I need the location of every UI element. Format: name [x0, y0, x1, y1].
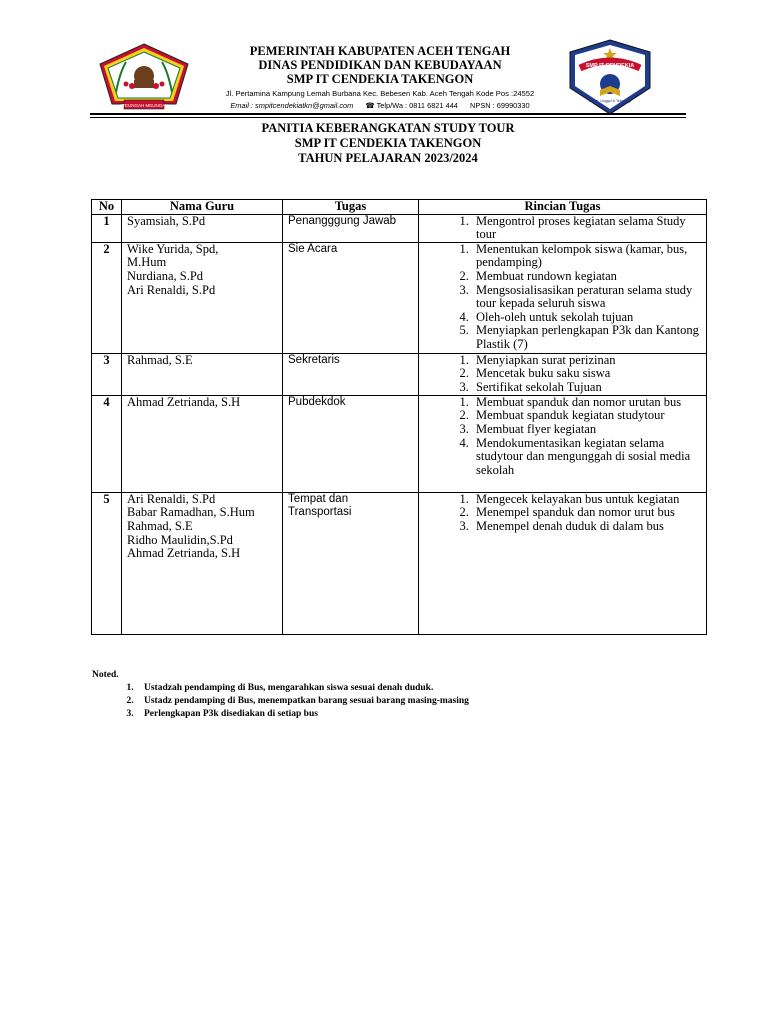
teacher-name: Nurdiana, S.Pd	[127, 268, 204, 283]
task-role: Sekretaris	[283, 353, 419, 395]
task-detail-item: 1. Mengontrol proses kegiatan selama Study tour	[472, 215, 701, 242]
letterhead	[196, 44, 564, 112]
task-detail-item: 2. Membuat spanduk kegiatan studytour	[472, 409, 701, 423]
letterhead-rule-thick	[90, 113, 686, 115]
letterhead-address: Jl. Pertamina Kampung Lemah Burbana Kec. Bebesen Kab. Aceh Tengah Kode Pos :24552	[225, 89, 535, 98]
teacher-name: Ridho Maulidin,S.Pd	[127, 532, 233, 547]
notes-heading: Noted.	[92, 670, 119, 680]
letterhead-phone: Telp/Wa : 0811 6821 444	[376, 101, 458, 110]
notes-section	[92, 669, 469, 721]
teacher-names	[122, 353, 283, 395]
title-line-1: PANITIA KEBERANGKATAN STUDY TOUR	[261, 121, 515, 135]
task-details	[419, 492, 707, 634]
document-title	[90, 121, 686, 166]
title-line-2: SMP IT CENDEKIA TAKENGON	[294, 136, 482, 150]
teacher-name: Ari Renaldi, S.Pd	[127, 282, 216, 297]
notes-list	[92, 682, 469, 721]
task-detail-list	[424, 493, 701, 534]
task-detail-item: 1. Membuat spanduk dan nomor urutan bus	[472, 396, 701, 410]
table-header-row	[92, 200, 707, 215]
task-detail-item: 3. Mengsosialisasikan peraturan selama study tour kepada seluruh siswa	[472, 284, 701, 311]
task-details	[419, 242, 707, 353]
phone-icon: ☎	[365, 101, 375, 110]
task-detail-item: 1. Menentukan kelompok siswa (kamar, bus, pendamping)	[472, 243, 701, 270]
letterhead-rule-thin	[90, 117, 686, 118]
table-row	[92, 395, 707, 492]
letterhead-line-2: DINAS PENDIDIKAN DAN KEBUDAYAAN	[258, 58, 502, 72]
task-details	[419, 214, 707, 242]
teacher-names	[122, 492, 283, 634]
table-row	[92, 214, 707, 242]
letterhead-npsn: NPSN : 69990330	[470, 101, 530, 110]
task-detail-item: 1. Menyiapkan surat perizinan	[472, 354, 701, 368]
teacher-names	[122, 242, 283, 353]
teacher-name: Wike Yurida, Spd,	[127, 241, 219, 256]
task-detail-item: 1. Mengecek kelayakan bus untuk kegiatan	[472, 493, 701, 507]
task-detail-item: 5. Menyiapkan perlengkapan P3k dan Kantong Plastik (7)	[472, 324, 701, 351]
header-nama-guru: Nama Guru	[122, 200, 283, 215]
teacher-name: Rahmad, S.E	[127, 518, 193, 533]
table-row	[92, 492, 707, 634]
task-detail-list	[424, 243, 701, 352]
row-number: 1	[92, 214, 122, 242]
task-details	[419, 395, 707, 492]
row-number: 3	[92, 353, 122, 395]
row-number: 2	[92, 242, 122, 353]
header-no: No	[92, 200, 122, 215]
teacher-name: Rahmad, S.E	[127, 352, 193, 367]
task-detail-item: 2. Membuat rundown kegiatan	[472, 270, 701, 284]
task-detail-item: 2. Menempel spanduk dan nomor urut bus	[472, 506, 701, 520]
school-logo-name: SMP IT CENDEKIA	[585, 63, 635, 69]
task-detail-list	[424, 354, 701, 395]
task-detail-list	[424, 215, 701, 242]
note-item: 3. Perlengkapan P3k disediakan di setiap bus	[136, 708, 469, 721]
task-detail-item: 3. Sertifikat sekolah Tujuan	[472, 381, 701, 395]
teacher-names	[122, 214, 283, 242]
teacher-name: M.Hum	[127, 255, 167, 270]
task-role: Sie Acara	[283, 242, 419, 353]
task-details	[419, 353, 707, 395]
task-detail-item: 4. Oleh-oleh untuk sekolah tujuan	[472, 311, 701, 325]
school-logo	[566, 38, 654, 116]
emblem-banner-text: ATEUNGAH MEUNGAH	[119, 103, 169, 108]
header-tugas: Tugas	[283, 200, 419, 215]
row-number: 4	[92, 395, 122, 492]
note-item: 2. Ustadz pendamping di Bus, menempatkan barang sesuai barang masing-masing	[136, 695, 469, 708]
header-rincian-tugas: Rincian Tugas	[419, 200, 707, 215]
school-logo-motto: Islami, Unggul & Teknologi	[588, 99, 632, 103]
teacher-name: Babar Ramadhan, S.Hum	[127, 505, 255, 520]
teacher-names	[122, 395, 283, 492]
letterhead-line-1: PEMERINTAH KABUPATEN ACEH TENGAH	[249, 44, 511, 58]
committee-table	[91, 199, 707, 635]
task-detail-item: 3. Membuat flyer kegiatan	[472, 423, 701, 437]
task-detail-item: 3. Menempel denah duduk di dalam bus	[472, 520, 701, 534]
task-detail-item: 4. Mendokumentasikan kegiatan selama studytour dan mengunggah di sosial media sekolah	[472, 437, 701, 478]
row-number: 5	[92, 492, 122, 634]
task-role: Pubdekdok	[283, 395, 419, 492]
table-row	[92, 242, 707, 353]
aceh-tengah-emblem-logo	[96, 42, 192, 114]
teacher-name: Ari Renaldi, S.Pd	[127, 491, 216, 506]
teacher-name: Ahmad Zetrianda, S.H	[127, 394, 241, 409]
task-detail-list	[424, 396, 701, 478]
teacher-name: Ahmad Zetrianda, S.H	[127, 546, 241, 561]
letterhead-email: Email : smpitcendekiatkn@gmail.com	[230, 101, 354, 110]
note-item: 1. Ustadzah pendamping di Bus, mengarahkan siswa sesuai denah duduk.	[136, 682, 469, 695]
task-role: Tempat dan Transportasi	[283, 492, 419, 634]
letterhead-contact	[196, 100, 564, 112]
task-role: Penangggung Jawab	[283, 214, 419, 242]
title-line-3: TAHUN PELAJARAN 2023/2024	[298, 151, 478, 165]
task-detail-item: 2. Mencetak buku saku siswa	[472, 367, 701, 381]
teacher-name: Syamsiah, S.Pd	[127, 213, 206, 228]
letterhead-line-3: SMP IT CENDEKIA TAKENGON	[286, 72, 474, 86]
table-row	[92, 353, 707, 395]
